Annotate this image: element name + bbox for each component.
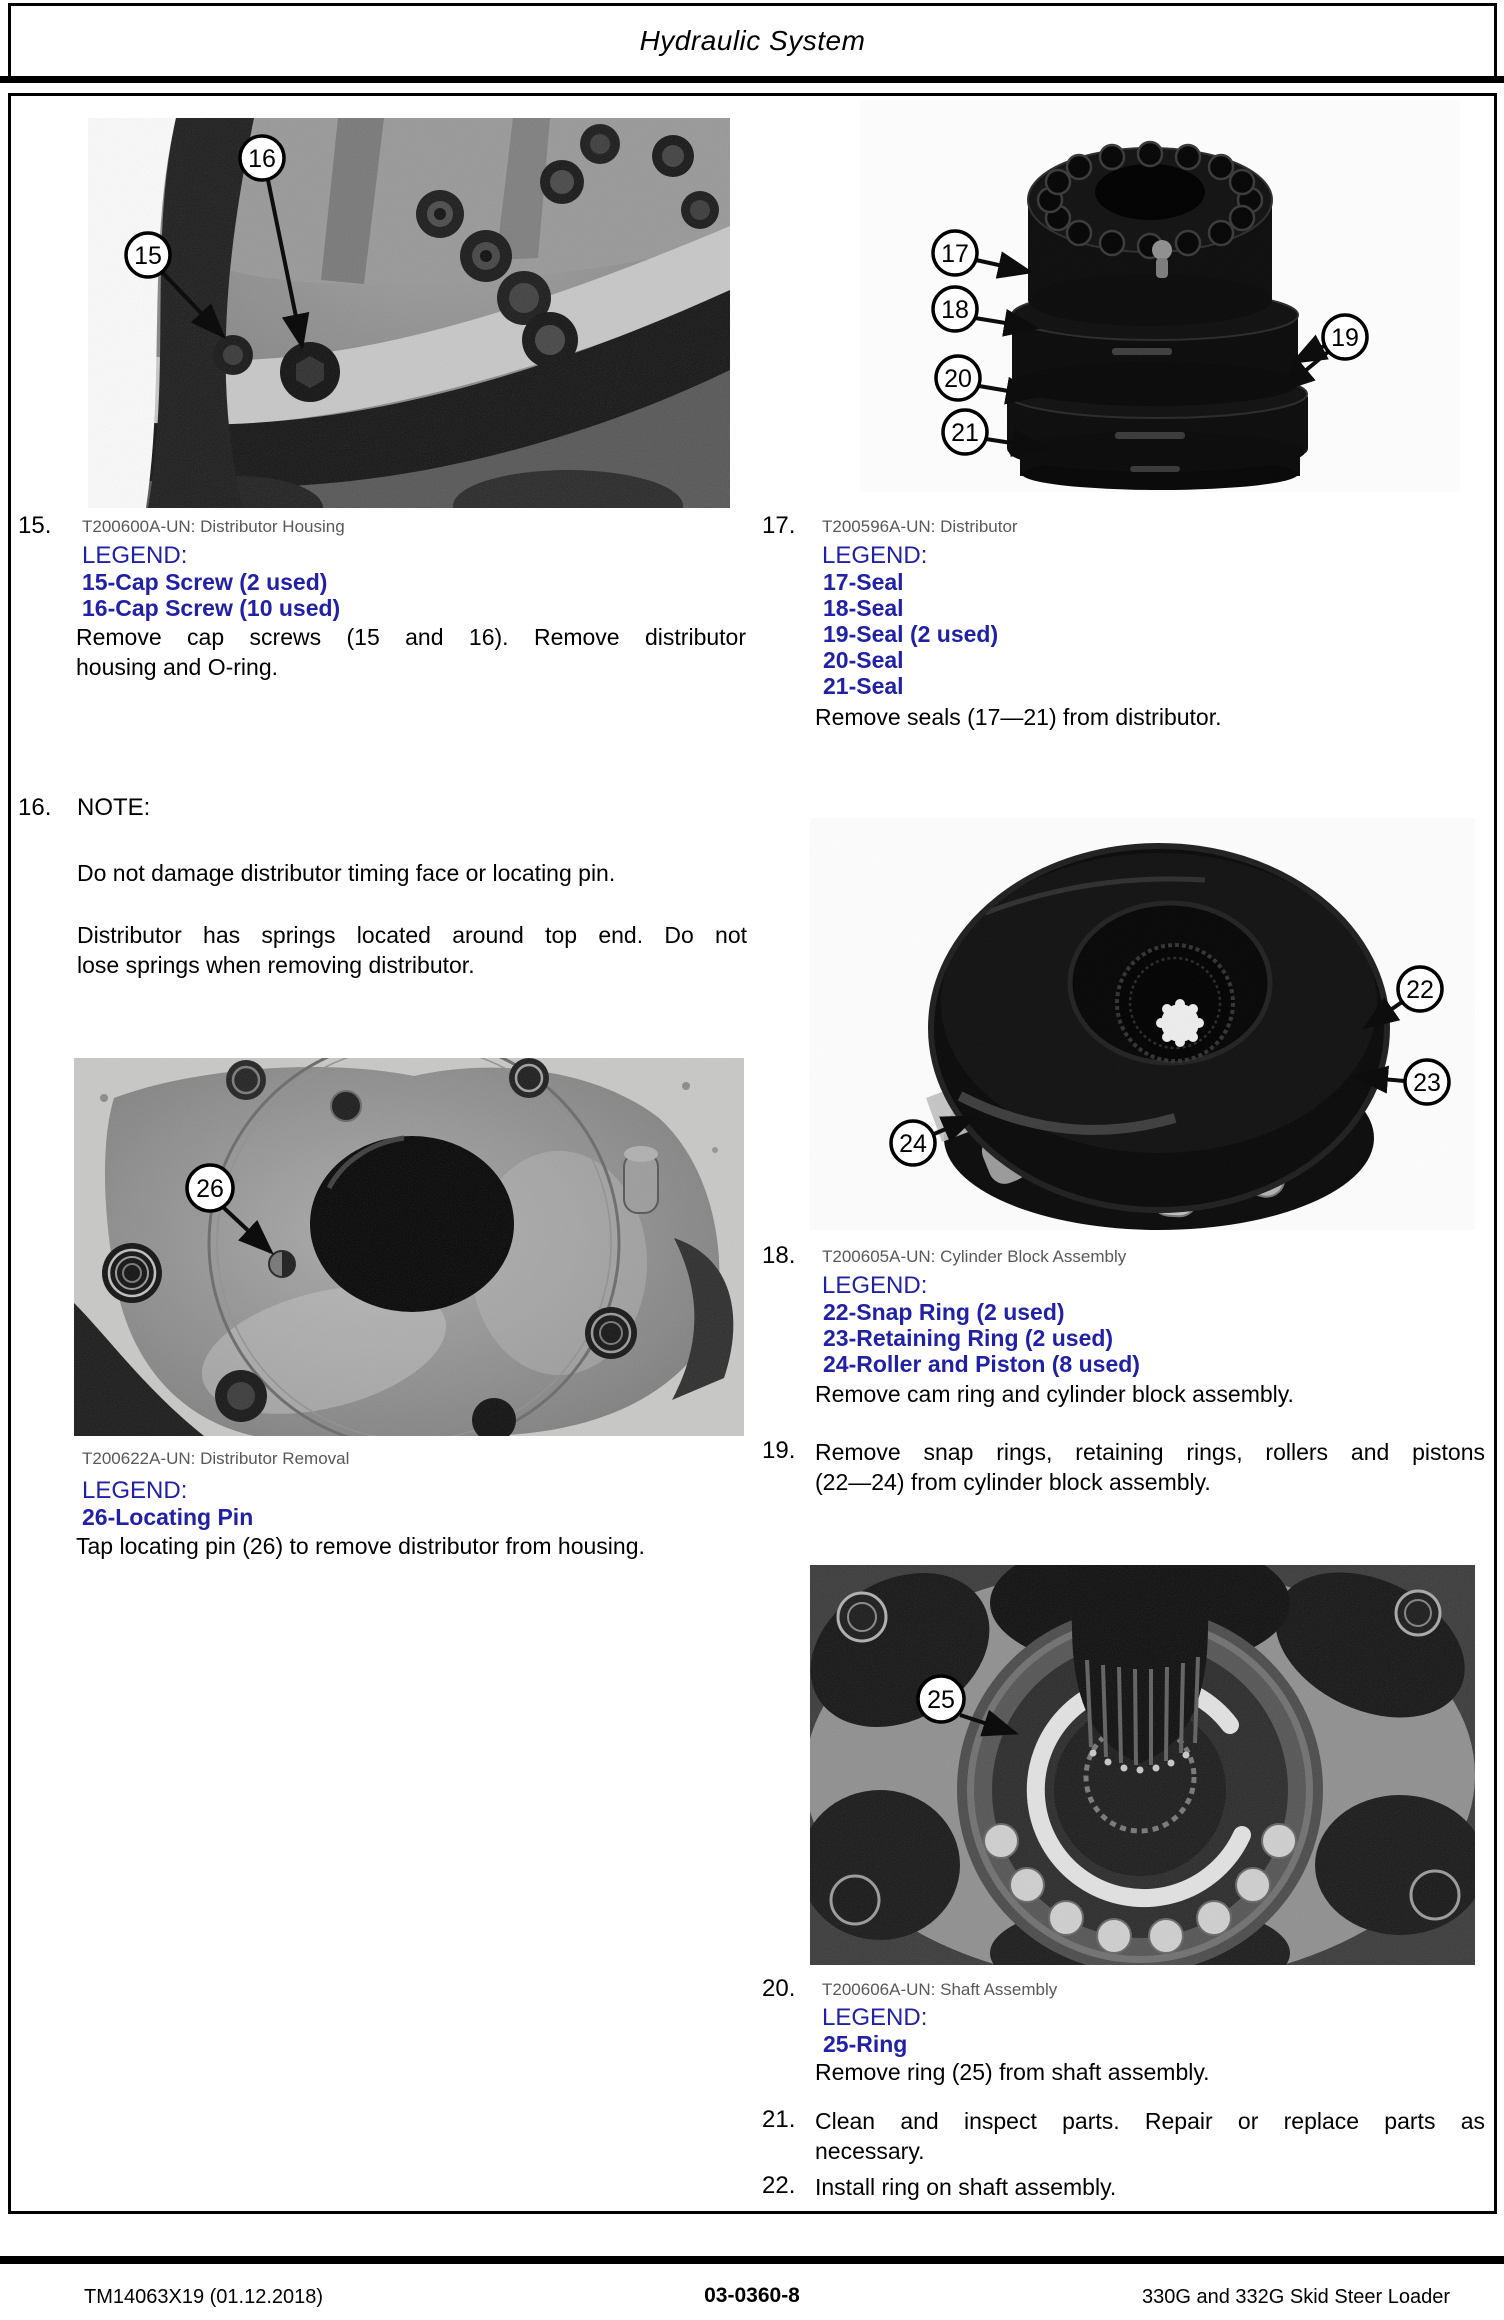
legend-item: 16-Cap Screw (10 used) [82, 595, 341, 621]
legend-list-20 [823, 2031, 907, 2057]
body-line: Tap locating pin (26) to remove distributor from housing. [76, 1533, 645, 1559]
legend-item: 25-Ring [823, 2031, 908, 2057]
photo-artwork [810, 1565, 1475, 1965]
legend-title-18: LEGEND: [822, 1272, 928, 1299]
body-line: (22—24) from cylinder block assembly. [815, 1469, 1211, 1495]
step-body-18 [815, 1379, 1485, 1409]
footer-model: 330G and 332G Skid Steer Loader [1142, 2286, 1450, 2308]
step-number-16: 16. [18, 794, 52, 821]
footer-rule [0, 2256, 1504, 2264]
callout-label: 23 [1413, 1069, 1441, 1097]
step-body-19 [815, 1437, 1485, 1497]
body-line: Install ring on shaft assembly. [815, 2174, 1117, 2200]
legend-item: 17-Seal [823, 569, 904, 595]
step-number-19: 19. [762, 1437, 796, 1464]
step-body-22 [815, 2172, 1485, 2202]
figure-distributor-removal [74, 1058, 744, 1436]
legend-item: 19-Seal (2 used) [823, 621, 999, 647]
body-line: Clean and inspect parts. Repair or replace parts as [815, 2108, 1485, 2134]
distributor-removal-photo [74, 1058, 744, 1436]
legend-list-26 [82, 1504, 253, 1530]
legend-item: 21-Seal [823, 673, 904, 699]
step-body-21 [815, 2106, 1485, 2166]
page-title: Hydraulic System [639, 25, 866, 56]
step-body-26 [76, 1531, 756, 1561]
step-body-20 [815, 2057, 1485, 2087]
step-number-20: 20. [762, 1975, 796, 2002]
legend-title-20: LEGEND: [822, 2004, 928, 2031]
figure-caption-18: T200605A-UN: Cylinder Block Assembly [822, 1247, 1127, 1266]
body-line: Remove snap rings, retaining rings, rollers and pistons [815, 1439, 1485, 1465]
callout-label: 16 [248, 145, 276, 173]
legend-item: 23-Retaining Ring (2 used) [823, 1325, 1114, 1351]
step-number-21: 21. [762, 2106, 796, 2133]
legend-item: 15-Cap Screw (2 used) [82, 569, 328, 595]
shaft-assembly-photo [810, 1565, 1475, 1965]
legend-list-18 [823, 1299, 1140, 1377]
step-number-17: 17. [762, 512, 796, 539]
step-number-22: 22. [762, 2172, 796, 2199]
note-label: NOTE: [77, 794, 151, 821]
callout-label: 15 [134, 242, 162, 270]
callout-label: 21 [951, 419, 979, 447]
legend-item: 24-Roller and Piston (8 used) [823, 1351, 1140, 1377]
legend-title-17: LEGEND: [822, 542, 928, 569]
step-body-15 [76, 622, 746, 682]
callout-label: 26 [196, 1175, 224, 1203]
footer-page-number: 03-0360-8 [704, 2284, 800, 2307]
header-box [8, 3, 1497, 76]
step-number-15: 15. [18, 512, 52, 539]
figure-distributor [860, 100, 1460, 492]
header-rule [0, 76, 1504, 83]
figure-shaft-assembly [810, 1565, 1475, 1965]
callout-label: 18 [941, 296, 969, 324]
legend-list-15 [82, 569, 340, 621]
step-number-18: 18. [762, 1242, 796, 1269]
legend-item: 20-Seal [823, 647, 904, 673]
callout-label: 17 [941, 240, 969, 268]
body-line: necessary. [815, 2138, 925, 2164]
figure-cylinder-block [810, 818, 1475, 1230]
body-line: Remove ring (25) from shaft assembly. [815, 2059, 1210, 2085]
legend-item: 26-Locating Pin [82, 1504, 254, 1530]
body-line: Remove seals (17—21) from distributor. [815, 704, 1222, 730]
callout-label: 24 [899, 1130, 927, 1158]
distributor-housing-photo [88, 118, 730, 508]
footer-doc-number: TM14063X19 (01.12.2018) [84, 2286, 324, 2308]
photo-artwork [74, 1058, 744, 1436]
body-line: lose springs when removing distributor. [77, 952, 475, 978]
callout-label: 22 [1406, 976, 1434, 1004]
body-line: Distributor has springs located around top end. Do not [77, 922, 747, 948]
photo-artwork [810, 818, 1475, 1230]
step-body-17 [815, 702, 1485, 732]
figure-caption-17: T200596A-UN: Distributor [822, 517, 1018, 536]
distributor-photo [860, 100, 1460, 492]
legend-list-17 [823, 569, 998, 699]
body-line: housing and O-ring. [76, 654, 279, 680]
photo-artwork [88, 118, 730, 508]
note-paragraph-1: Do not damage distributor timing face or locating pin. [77, 860, 616, 886]
legend-item: 22-Snap Ring (2 used) [823, 1299, 1065, 1325]
figure-distributor-housing [88, 118, 730, 508]
callout-label: 19 [1331, 324, 1359, 352]
legend-title-15: LEGEND: [82, 542, 188, 569]
figure-caption-20: T200606A-UN: Shaft Assembly [822, 1980, 1058, 1999]
body-line: Remove cam ring and cylinder block assembly. [815, 1381, 1294, 1407]
cylinder-block-photo [810, 818, 1475, 1230]
note-paragraph-2 [77, 920, 747, 980]
legend-title-26: LEGEND: [82, 1477, 188, 1504]
callout-label: 25 [927, 1686, 955, 1714]
figure-caption-26: T200622A-UN: Distributor Removal [82, 1449, 350, 1468]
figure-caption-15: T200600A-UN: Distributor Housing [82, 517, 345, 536]
legend-item: 18-Seal [823, 595, 904, 621]
body-line: Remove cap screws (15 and 16). Remove distributor [76, 624, 746, 650]
callout-label: 20 [944, 365, 972, 393]
